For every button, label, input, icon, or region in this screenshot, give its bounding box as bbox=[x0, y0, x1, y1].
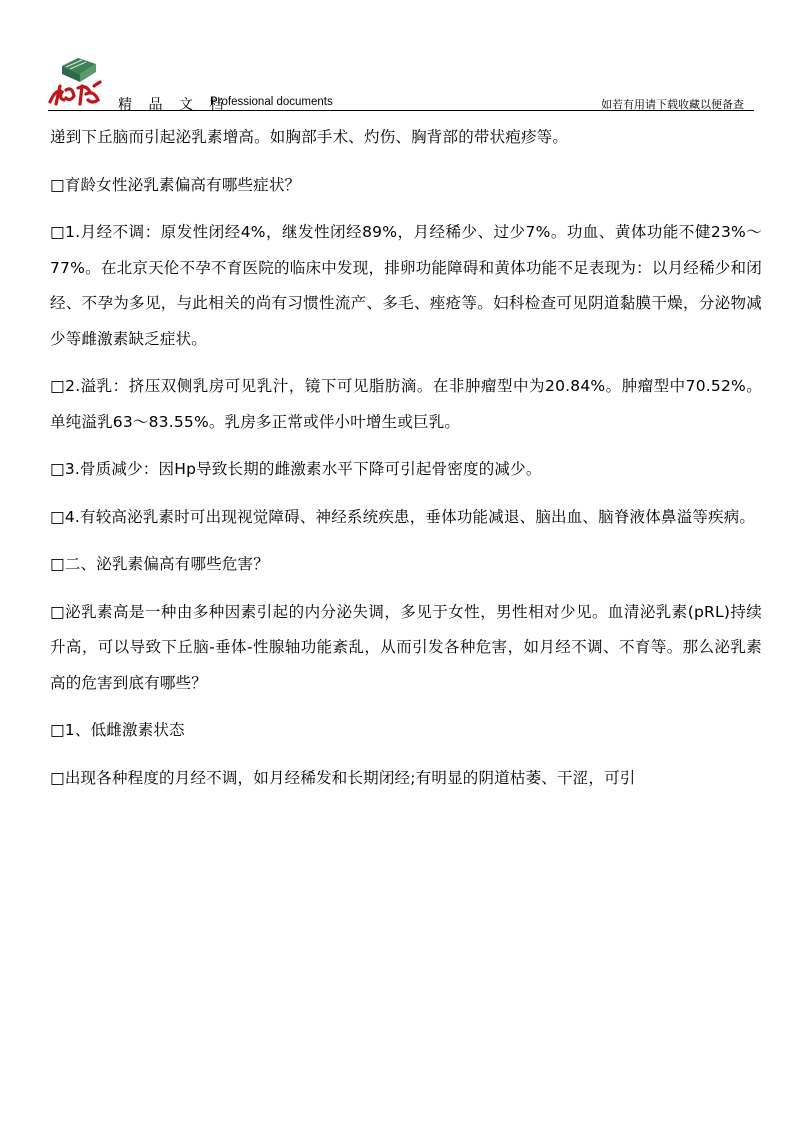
paragraph: □出现各种程度的月经不调，如月经稀发和长期闭经;有明显的阴道枯萎、干涩，可引 bbox=[50, 768, 636, 787]
knowledge-logo-icon bbox=[48, 52, 106, 108]
paragraph: □泌乳素高是一种由多种因素引起的内分泌失调，多见于女性，男性相对少见。血清泌乳素(pRL)持续升高，可以导致下丘脑-垂体-性腺轴功能紊乱，从而引发各种危害，如月经不调、不育等。那么泌乳素高的危害到底有哪些？ bbox=[50, 602, 762, 692]
paragraph: □4.有较高泌乳素时可出现视觉障碍、神经系统疾患，垂体功能减退、脑出血、脑脊液体鼻溢等疾病。 bbox=[50, 507, 756, 526]
paragraph: □1.月经不调：原发性闭经4%，继发性闭经89%，月经稀少、过少7%。功血、黄体功能不健23%～77%。在北京天伦不孕不育医院的临床中发现，排卵功能障碍和黄体功能不足表现为：以月经稀少和闭经、不孕为多见，与此相关的尚有习惯性流产、多毛、痤疮等。妇科检查可见阴道黏膜干燥，分泌物减少等雌激素缺乏症状。 bbox=[50, 223, 762, 348]
brand-title: 精 品 文 档 bbox=[118, 97, 230, 113]
paragraph: □2.溢乳：挤压双侧乳房可见乳汁，镜下可见脂肪滴。在非肿瘤型中为20.84%。肿瘤型中70.52%。单纯溢乳63～83.55%。乳房多正常或伴小叶增生或巨乳。 bbox=[50, 377, 762, 431]
header-divider bbox=[48, 110, 754, 111]
document-body bbox=[50, 120, 762, 808]
header-note: 如若有用请下载收藏以便备查 bbox=[601, 98, 744, 111]
section-question: □育龄女性泌乳素偏高有哪些症状？ bbox=[50, 175, 301, 194]
paragraph: □3.骨质减少：因Hp导致长期的雌激素水平下降可引起骨密度的减少。 bbox=[50, 460, 542, 478]
section-heading: □二、泌乳素偏高有哪些危害？ bbox=[50, 555, 269, 573]
page-header bbox=[48, 52, 754, 112]
brand-subtitle: Professional documents bbox=[210, 96, 333, 108]
subsection-heading: □1、低雌激素状态 bbox=[50, 721, 185, 739]
paragraph: 递到下丘脑而引起泌乳素增高。如胸部手术、灼伤、胸背部的带状疱疹等。 bbox=[50, 128, 569, 146]
